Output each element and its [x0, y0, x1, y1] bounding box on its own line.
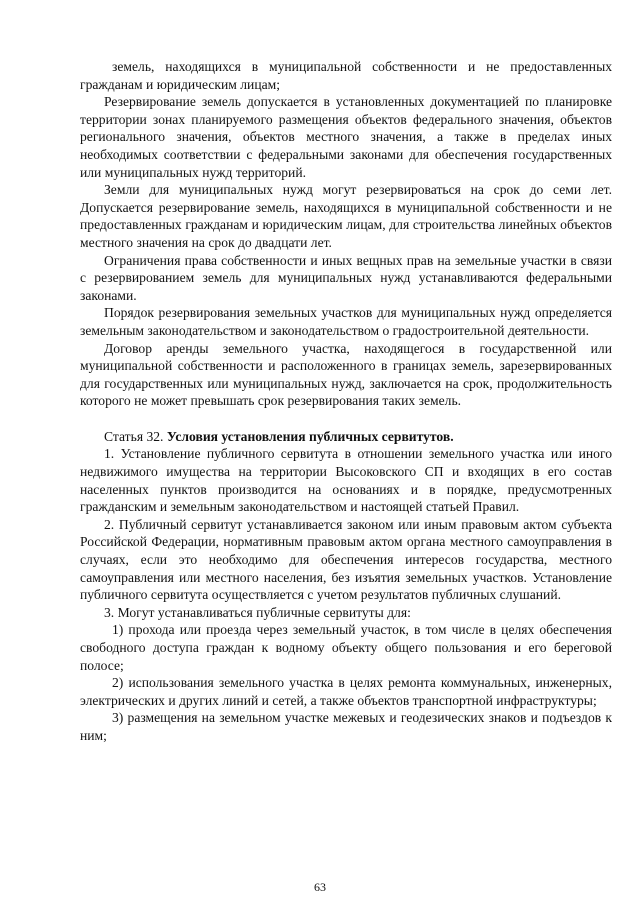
document-page	[80, 58, 612, 745]
paragraph: Порядок резервирования земельных участков для муниципальных нужд определяется земельным законодательством и законодательством о градостроительной деятельности.	[80, 305, 612, 338]
page-number: 63	[314, 880, 326, 894]
article-paragraph: 2. Публичный сервитут устанавливается законом или иным правовым актом субъекта Российской Федерации, нормативным правовым актом органа местного самоуправления в случаях, если это необходимо для обеспечения интересов государства, местного самоуправления или местного населения, без изъятия земельных участков. Установление публичного сервитута осуществляется с учетом результатов публичных слушаний.	[80, 516, 612, 603]
article-title: Условия установления публичных сервитутов.	[166, 428, 454, 444]
list-item: 3) размещения на земельном участке межевых и геодезических знаков и подъездов к ним;	[80, 710, 612, 743]
article-paragraph: 3. Могут устанавливаться публичные сервитуты для:	[104, 604, 411, 620]
paragraph: Ограничения права собственности и иных вещных прав на земельные участки в связи с резервированием земель для муниципальных нужд устанавливаются федеральными законами.	[80, 252, 612, 303]
article-paragraph: 1. Установление публичного сервитута в отношении земельного участка или иного недвижимого имущества на территории Высоковского СП и входящих в его состав населенных пунктов производится на основаниях и в порядке, предусмотренных гражданским и земельным законодательством и настоящей статьей Правил.	[80, 446, 612, 515]
article-number: Статья 32.	[104, 428, 167, 444]
paragraph: Договор аренды земельного участка, находящегося в государственной или муниципальной собственности и расположенного в границах земель, зарезервированных для государственных или муниципальных нужд, заключается на срок, продолжительность которого не может превышать срок резервирования таких земель.	[80, 340, 612, 409]
list-item: 1) прохода или проезда через земельный участок, в том числе в целях обеспечения свободного доступа граждан к водному объекту общего пользования и его береговой полосе;	[80, 622, 612, 673]
article-heading	[80, 428, 612, 446]
paragraph: земель, находящихся в муниципальной собственности и не предоставленных гражданам и юридическим лицам;	[80, 59, 612, 92]
paragraph: Резервирование земель допускается в установленных документацией по планировке территории зонах планируемого размещения объектов федерального значения, объектов регионального значения, объектов местного значения, а также в пределах иных необходимых соответствии с федеральными законами для обеспечения государственных или муниципальных нужд территорий.	[80, 94, 612, 180]
list-item: 2) использования земельного участка в целях ремонта коммунальных, инженерных, электрических и других линий и сетей, а также объектов транспортной инфраструктуры;	[80, 675, 612, 708]
paragraph: Земли для муниципальных нужд могут резервироваться на срок до семи лет. Допускается резервирование земель, находящихся в муниципальной собственности и не предоставленных гражданам и юридическим лицам, для строительства линейных объектов местного значения на срок до двадцати лет.	[80, 182, 612, 250]
